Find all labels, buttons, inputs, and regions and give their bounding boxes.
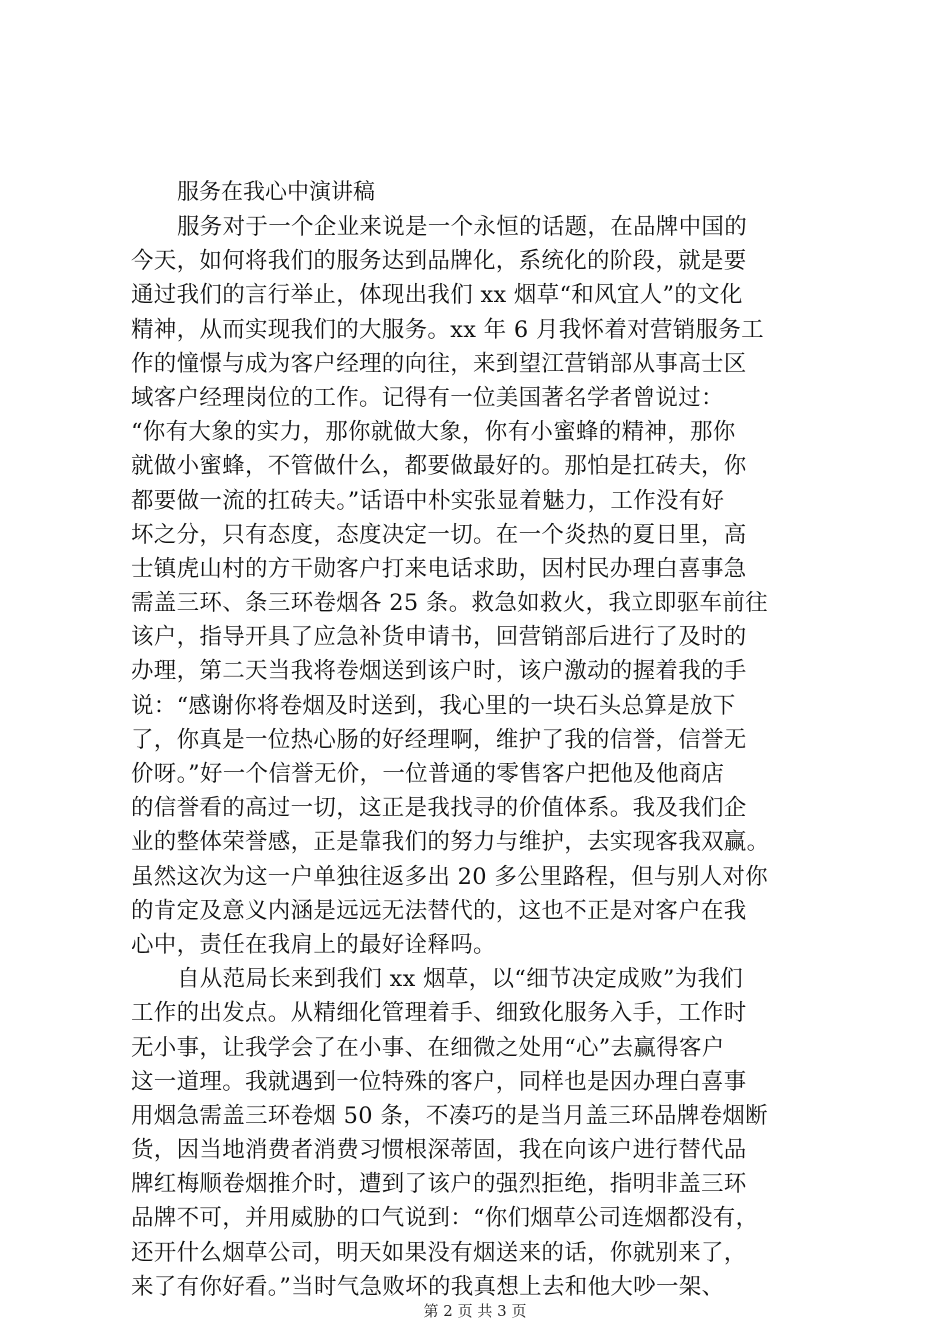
text-line: 牌红梅顺卷烟推介时，遭到了该户的强烈拒绝，指明非盖三环 xyxy=(131,1171,747,1198)
text-line: 品牌不可，并用威胁的口气说到：“你们烟草公司连烟都没有， xyxy=(131,1205,759,1232)
text-line: 无小事，让我学会了在小事、在细微之处用“心”去赢得客户 xyxy=(131,1034,725,1061)
text-line: 精神，从而实现我们的大服务。xx 年 6 月我怀着对营销服务工 xyxy=(131,316,764,343)
text-line: 的肯定及意义内涵是远远无法替代的，这也不正是对客户在我 xyxy=(131,897,747,924)
text-line: 价呀。”好一个信誉无价，一位普通的零售客户把他及他商店 xyxy=(131,761,725,787)
text-line: 域客户经理岗位的工作。记得有一位美国著名学者曾说过： xyxy=(131,384,724,411)
text-line: 用烟急需盖三环卷烟 50 条，不凑巧的是当月盖三环品牌卷烟断 xyxy=(131,1102,768,1129)
text-line: 自从范局长来到我们 xx 烟草，以“细节决定成败”为我们 xyxy=(177,966,744,993)
text-line: 作的憧憬与成为客户经理的向往，来到望江营销部从事高士区 xyxy=(131,350,747,377)
text-line: 心中，责任在我肩上的最好诠释吗。 xyxy=(131,931,496,958)
text-line: 了，你真是一位热心肠的好经理啊，维护了我的信誉，信誉无 xyxy=(131,726,747,753)
text-line: 通过我们的言行举止，体现出我们 xx 烟草“和风宜人”的文化 xyxy=(131,282,743,309)
document-title: 服务在我心中演讲稿 xyxy=(177,180,376,205)
page-number-footer: 第 2 页 共 3 页 xyxy=(423,1302,527,1320)
text-line: 就做小蜜蜂，不管做什么，都要做最好的。那怕是扛砖夫，你 xyxy=(131,453,747,480)
text-line: 坏之分，只有态度，态度决定一切。在一个炎热的夏日里，高 xyxy=(131,521,747,548)
document-body xyxy=(131,176,825,1304)
text-line: 工作的出发点。从精细化管理着手、细致化服务入手，工作时 xyxy=(131,1000,747,1027)
text-line: 都要做一流的扛砖夫。”话语中朴实张显着魅力，工作没有好 xyxy=(131,487,725,514)
text-line: 业的整体荣誉感，正是靠我们的努力与维护，去实现客我双赢。 xyxy=(131,829,770,856)
paragraph-1 xyxy=(131,210,825,962)
text-line: 今天，如何将我们的服务达到品牌化，系统化的阶段，就是要 xyxy=(131,248,747,275)
text-line: “你有大象的实力，那你就做大象，你有小蜜蜂的精神，那你 xyxy=(131,419,736,446)
text-line: 的信誉看的高过一切，这正是我找寻的价值体系。我及我们企 xyxy=(131,795,747,822)
text-line: 办理，第二天当我将卷烟送到该户时，该户激动的握着我的手 xyxy=(131,658,747,685)
text-line: 需盖三环、条三环卷烟各 25 条。救急如救火，我立即驱车前往 xyxy=(131,590,768,617)
paragraph-2 xyxy=(131,962,825,1304)
text-line: 来了有你好看。”当时气急败坏的我真想上去和他大吵一架、 xyxy=(131,1273,725,1300)
text-line: 还开什么烟草公司，明天如果没有烟送来的话，你就别来了， xyxy=(131,1239,747,1266)
text-line: 服务对于一个企业来说是一个永恒的话题，在品牌中国的 xyxy=(177,214,748,240)
text-line: 虽然这次为这一户单独往返多出 20 多公里路程，但与别人对你 xyxy=(131,863,768,890)
text-line: 货，因当地消费者消费习惯根深蒂固，我在向该户进行替代品 xyxy=(131,1137,747,1164)
text-line: 说：“感谢你将卷烟及时送到，我心里的一块石头总算是放下 xyxy=(131,692,736,719)
text-line: 该户，指导开具了应急补货申请书，回营销部后进行了及时的 xyxy=(131,624,747,651)
text-line: 士镇虎山村的方干勋客户打来电话求助，因村民办理白喜事急 xyxy=(131,555,747,582)
text-line: 这一道理。我就遇到一位特殊的客户，同样也是因办理白喜事 xyxy=(131,1068,747,1095)
